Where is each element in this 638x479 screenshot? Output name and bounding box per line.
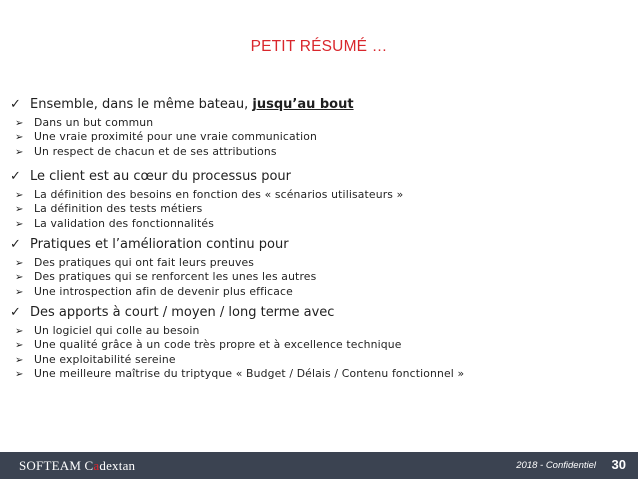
- section-heading-text: Ensemble, dans le même bateau,: [30, 97, 249, 112]
- check-icon: ✓: [10, 237, 21, 252]
- section-items: [10, 256, 316, 299]
- list-item: ➢ Des pratiques qui ont fait leurs preuves: [15, 256, 255, 269]
- arrow-right-icon: ➢: [15, 190, 24, 201]
- section-heading: [10, 237, 316, 255]
- summary-section: [10, 169, 403, 231]
- section-heading-text: Des apports à court / moyen / long terme avec: [30, 305, 335, 320]
- list-item: ➢ Dans un but commun: [15, 116, 154, 129]
- arrow-right-icon: ➢: [15, 146, 24, 158]
- arrow-right-icon: ➢: [15, 340, 24, 352]
- list-item: ➢ Une qualité grâce à un code très propre et à excellence technique: [15, 338, 402, 352]
- section-heading-text: Le client est au cœur du processus pour: [30, 169, 291, 184]
- check-icon: ✓: [10, 97, 21, 112]
- list-item: ➢ Un logiciel qui colle au besoin: [15, 324, 200, 337]
- arrow-right-icon: ➢: [15, 286, 24, 298]
- list-item: ➢ Une vraie proximité pour une vraie communication: [15, 130, 318, 144]
- summary-section: [10, 97, 354, 159]
- list-item: ➢ La définition des besoins en fonction des « scénarios utilisateurs »: [15, 188, 404, 201]
- section-heading-emphasis: jusqu’au bout: [252, 97, 354, 112]
- list-item: ➢ Un respect de chacun et de ses attributions: [15, 144, 277, 158]
- section-heading: [10, 305, 464, 323]
- arrow-right-icon: ➢: [15, 272, 24, 284]
- confidential-label: 2018 - Confidentiel: [516, 460, 596, 471]
- summary-section: [10, 305, 464, 381]
- section-items: [10, 324, 464, 381]
- section-items: [10, 188, 403, 231]
- footer-bar: [0, 452, 638, 479]
- list-item: ➢ Une exploitabilité sereine: [15, 352, 176, 366]
- check-icon: ✓: [10, 169, 21, 184]
- arrow-right-icon: ➢: [15, 218, 24, 230]
- section-items: [10, 116, 354, 159]
- arrow-right-icon: ➢: [15, 326, 24, 337]
- check-icon: ✓: [10, 305, 21, 320]
- arrow-right-icon: ➢: [15, 368, 24, 380]
- arrow-right-icon: ➢: [15, 258, 24, 269]
- summary-section: [10, 237, 316, 299]
- arrow-right-icon: ➢: [15, 132, 24, 144]
- list-item: ➢ Des pratiques qui se renforcent les unes les autres: [15, 270, 317, 284]
- section-heading-text: Pratiques et l’amélioration continu pour: [30, 237, 289, 252]
- section-heading: [10, 169, 403, 187]
- section-heading: [10, 97, 354, 115]
- list-item: ➢ Une introspection afin de devenir plus efficace: [15, 284, 293, 298]
- list-item: ➢ La définition des tests métiers: [15, 202, 203, 216]
- company-logo: SOFTEAM Cadextan: [19, 458, 136, 473]
- arrow-right-icon: ➢: [15, 204, 24, 216]
- page-number: 30: [611, 457, 626, 472]
- arrow-right-icon: ➢: [15, 354, 24, 366]
- list-item: ➢ La validation des fonctionnalités: [15, 216, 214, 230]
- list-item: ➢ Une meilleure maîtrise du triptyque « Budget / Délais / Contenu fonctionnel »: [15, 366, 465, 380]
- slide-title: PETIT RÉSUMÉ …: [250, 38, 388, 55]
- arrow-right-icon: ➢: [15, 118, 24, 129]
